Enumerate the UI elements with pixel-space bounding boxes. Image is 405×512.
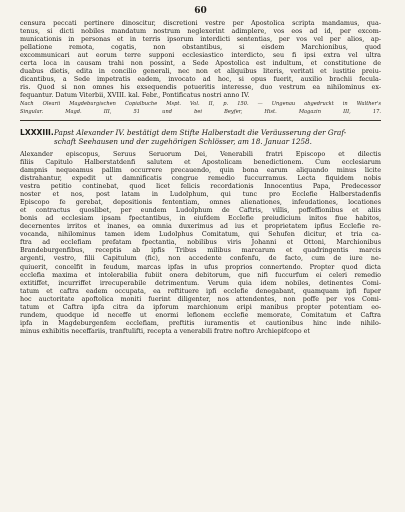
- text-line: rundem, quodque id neceffe ut enormi lefionem ecclefie memorate, Comitatum et Caftra: [20, 310, 381, 319]
- source-footnote: [20, 101, 381, 115]
- text-line: minus exhibitis neceffariis, tranftulifti, recepta a venerabili fratre noftro Archiepifcopo et: [20, 326, 310, 335]
- footnote-line: Singular. Magd. III, 51 und bei Beyfer, Hist. Magazin III, 17.: [20, 108, 381, 115]
- title-line: Papst Alexander IV. bestätigt dem Stifte Halberstadt die Veräusserung der Graf-: [54, 127, 347, 137]
- text-line: ris. Quod si non omnes his exsequendis potueritis interesse, duo vestrum ea nihilominus ex-: [20, 83, 381, 92]
- text-line: tenus, si dicti nobiles mandatum nostrum neglexerint adimplere, vos eos ad id, per excom-: [20, 27, 381, 36]
- page-number: 60: [194, 6, 207, 16]
- text-line: certa loca in causam trahi non possint, a Sede Apostolica est indultum, et constitutione de: [20, 59, 381, 68]
- text-line: dampnis nequeamus pallim occurrere precauendo, quin bona earum aliquando minus licite: [20, 165, 381, 174]
- text-line: bonis ad ecclesiam ipsam fpectantibus, in eiufdem Ecclefie preiudicium initos fiue habitos,: [20, 214, 381, 223]
- text-line: Brandeburgenfibus, receptis ab ipfis Tribus milibus marcarum et quadringentis marcis: [20, 246, 381, 255]
- upper-paragraph: [20, 19, 381, 99]
- text-line: extitiffet, incurriffet irrecuperabile detrimentum. Verum quia idem nobiles, detinentes Comi-: [20, 278, 381, 287]
- text-line: ftra ad ecclefiam prefatam fpectantia, nobilibus viris Johanni et Ottoni, Marchionibus: [20, 238, 381, 247]
- text-line: dicantibus, a Sede impetratis eadem, invocato ad hoc, si opus fuerit, auxilio brachii fecula-: [20, 75, 381, 84]
- document-body: [20, 150, 381, 335]
- document-title: [54, 128, 381, 146]
- text-line: fequantur. Datum Viterbii, XVIII. kal. Febr., Pontificatus nostri anno IV.: [20, 91, 250, 100]
- text-line: municationis in personas et in terris ipsorum interdicti sententias, per vos vel per alios, ap-: [20, 35, 381, 44]
- text-line: vestra petitio continebat, quod licet felicis recordationis Innocentius Papa, Predecessor: [20, 182, 381, 191]
- text-line: Episcopo fe gerebat, depositionis fententiam, omnes alienationes, infeudationes, locationes: [20, 198, 381, 207]
- text-line: distrahantur, expedit ut damnificatis congrue remedio fuccurramus. Lecta fiquidem nobis: [20, 174, 381, 183]
- text-line: Alexander episcopus, Seruus Seruorum Dei, Venerabili fratri Episcopo et dilectis: [20, 149, 381, 158]
- text-line: excommunicari aut eorum terre supponi ecclesiastico interdicto, seu fi ipsi extra vel ultra: [20, 51, 381, 60]
- footnote-line: Nach Olearii Magdeburgischen Copialbuche Mspt. Vol. II, p. 150. — Ungenau abgedruckt in Walther's: [20, 101, 381, 108]
- text-line: tatum et caftra eadem occupata, ea reftituere ipfi ecclefie denegabant, quamquam ipfi fuper: [20, 286, 381, 295]
- text-line: ecclefia maxima et intolerabilia fubiit onera debitorum, que nifi fuccurfum ei celeri remedio: [20, 270, 381, 279]
- section-divider: [20, 120, 381, 121]
- text-line: decernentes irritos et inanes, ea omnia duxerimus ad ius et proprietatem ipfius Ecclefie re-: [20, 222, 381, 231]
- text-line: et contractus quoslibet, per eundem Ludolphum de Caftris, villis, poffeffionibus et aliis: [20, 206, 381, 215]
- text-line: hoc auctoritate apoftolica moniti fuerint diligenter, nos attendentes, non poffe per vos Comi-: [20, 294, 381, 303]
- document-heading: [20, 128, 381, 146]
- text-line: pellatione remota, cogatis, non obstantibus, si eisdem Marchionibus, quod: [20, 43, 381, 52]
- title-line: schaft Seehausen und der zugehörigen Schlösser, am 18. Januar 1258.: [54, 136, 312, 146]
- text-line: argenti, vestro, filii Capitulum (fic), non accedente confenfu, de facto, cum de iure ne-: [20, 254, 381, 263]
- text-line: tatum et Caftra ipfa citra da ipforum marchionum eripi manibus propter potentiam eo-: [20, 302, 381, 311]
- text-line: noster et nos, post latam in Ludolphum, qui tunc pro Ecclefie Halberstadenfis: [20, 190, 381, 199]
- text-line: filiis Capitulo Halberstatdenfi salutem et Apostolicam benedictionem. Cum ecclesiarum: [20, 157, 381, 166]
- text-line: ipfa in Magdeburgenfem ecclefiam, preftitis iuramentis et cautionibus hinc inde nihilo-: [20, 318, 381, 327]
- document-number: LXXXIII.: [20, 127, 54, 137]
- text-line: duabus dietis, edita in concilio generali, nec non et aliquibus literis, veritati et iustitie preiu-: [20, 67, 381, 76]
- text-line: vocanda, nihilominus tamen idem Ludolphus Comitatum, qui Sehufen dicitur, et tria ca-: [20, 230, 381, 239]
- text-line: quiuerit, concelfit in feudum, marcas ipfas in ufus proprios connertendo. Propter quod dicta: [20, 262, 381, 271]
- text-line: censura peccati pertinere dinoscitur, discretioni vestre per Apostolica scripta mandamus, qua-: [20, 19, 381, 27]
